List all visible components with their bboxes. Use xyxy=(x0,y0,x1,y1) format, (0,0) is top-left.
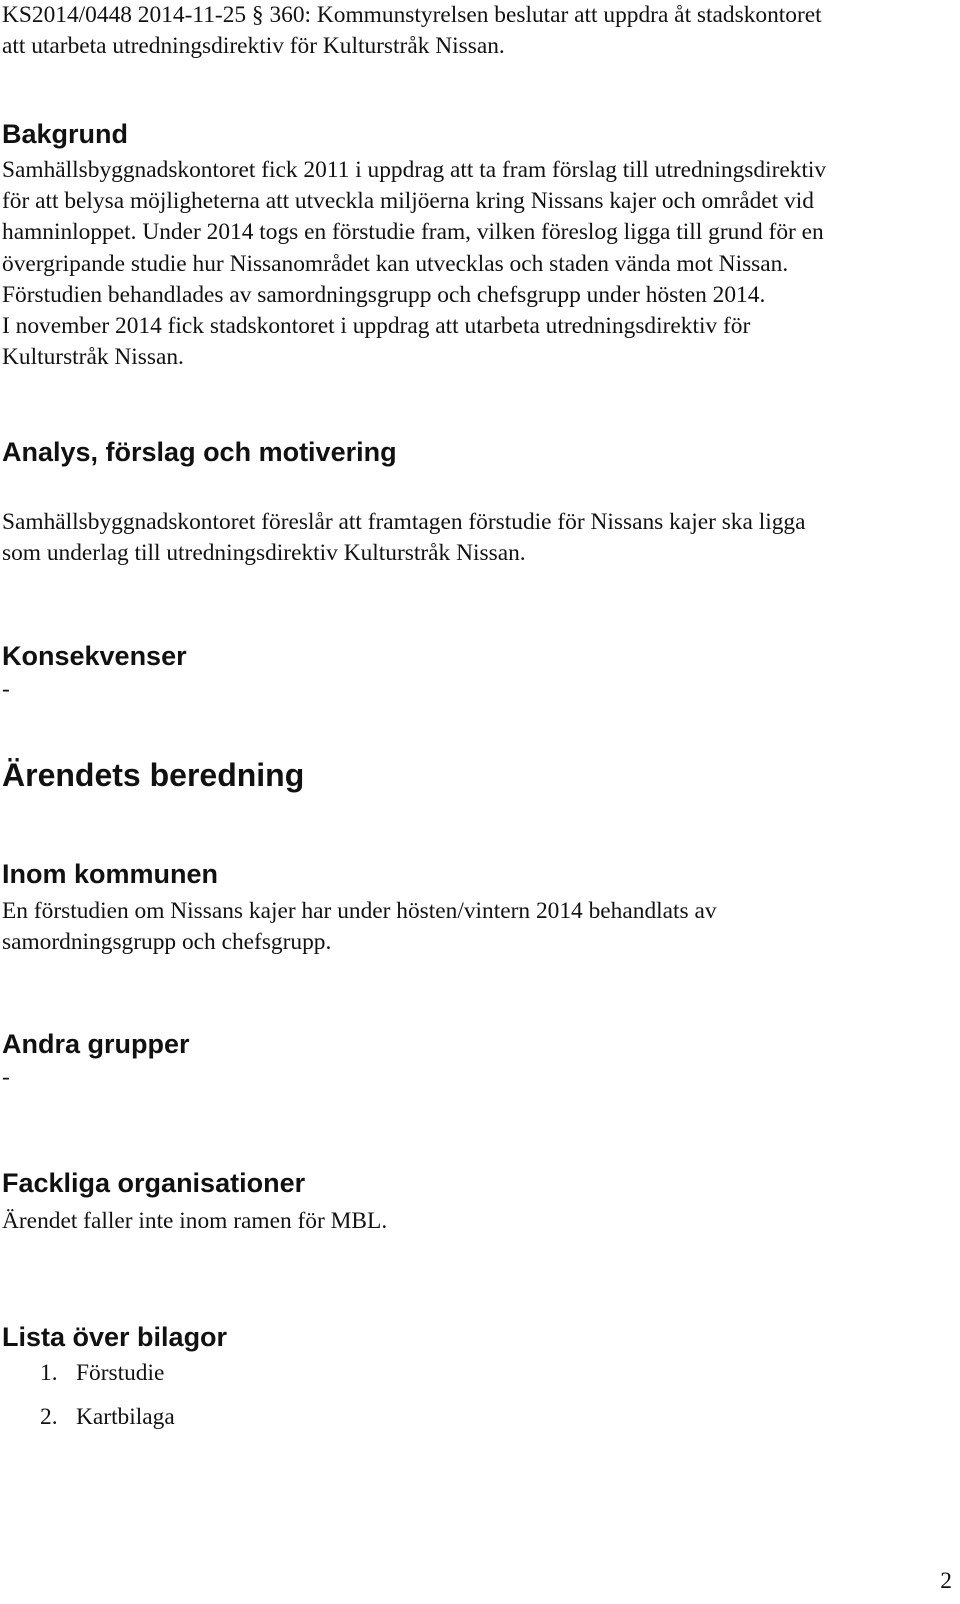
list-item-number: 2. xyxy=(40,1404,58,1431)
paragraph-line: Samhällsbyggnadskontoret föreslår att framtagen förstudie för Nissans kajer ska ligga xyxy=(2,509,806,535)
intro-line: KS2014/0448 2014-11-25 § 360: Kommunstyrelsen beslutar att uppdra åt stadskontoret xyxy=(2,2,822,28)
list-item-number: 1. xyxy=(40,1360,58,1386)
paragraph-line: I november 2014 fick stadskontoret i uppdrag att utarbeta utredningsdirektiv för xyxy=(2,313,751,340)
fackliga-text: Ärendet faller inte inom ramen för MBL. xyxy=(2,1208,388,1234)
section-heading-arendets-beredning: Ärendets beredning xyxy=(2,757,305,793)
paragraph-line: som underlag till utredningsdirektiv Kulturstråk Nissan. xyxy=(2,540,526,567)
section-heading-bakgrund: Bakgrund xyxy=(2,119,129,149)
section-heading-andra-grupper: Andra grupper xyxy=(2,1029,190,1059)
paragraph-line: En förstudien om Nissans kajer har under hösten/vintern 2014 behandlats av xyxy=(2,898,717,924)
inom-kommunen-paragraph xyxy=(2,896,717,958)
paragraph-line: Samhällsbyggnadskontoret fick 2011 i uppdrag att ta fram förslag till utredningsdirektiv xyxy=(2,157,827,183)
paragraph-line: samordningsgrupp och chefsgrupp. xyxy=(2,929,332,956)
analys-paragraph xyxy=(2,507,806,569)
paragraph-line: Förstudien behandlades av samordningsgrupp och chefsgrupp under hösten 2014. xyxy=(2,281,766,308)
section-heading-analys: Analys, förslag och motivering xyxy=(2,437,397,467)
section-heading-lista-over-bilagor: Lista över bilagor xyxy=(2,1322,228,1352)
bilagor-list xyxy=(2,1358,175,1446)
paragraph-line: övergripande studie hur Nissanområdet kan utvecklas och staden vända mot Nissan. xyxy=(2,250,789,277)
list-item xyxy=(2,1402,175,1433)
page-number: 2 xyxy=(940,1568,952,1594)
intro-paragraph xyxy=(2,0,822,62)
paragraph-line: för att belysa möjligheterna att utveckla miljöerna kring Nissans kajer och området vid xyxy=(2,188,814,215)
list-item xyxy=(2,1358,175,1389)
paragraph-line: Kulturstråk Nissan. xyxy=(2,344,184,371)
list-item-label: Kartbilaga xyxy=(76,1404,175,1431)
paragraph-line: hamninloppet. Under 2014 togs en förstudie fram, vilken föreslog ligga till grund för en xyxy=(2,219,824,246)
andra-grupper-text: - xyxy=(2,1064,10,1090)
list-item-label: Förstudie xyxy=(76,1360,165,1386)
section-heading-inom-kommunen: Inom kommunen xyxy=(2,859,219,889)
section-heading-fackliga-organisationer: Fackliga organisationer xyxy=(2,1168,306,1198)
section-heading-konsekvenser: Konsekvenser xyxy=(2,641,187,671)
konsekvenser-text: - xyxy=(2,676,10,702)
intro-line: att utarbeta utredningsdirektiv för Kulturstråk Nissan. xyxy=(2,33,505,60)
bakgrund-paragraph xyxy=(2,155,826,373)
